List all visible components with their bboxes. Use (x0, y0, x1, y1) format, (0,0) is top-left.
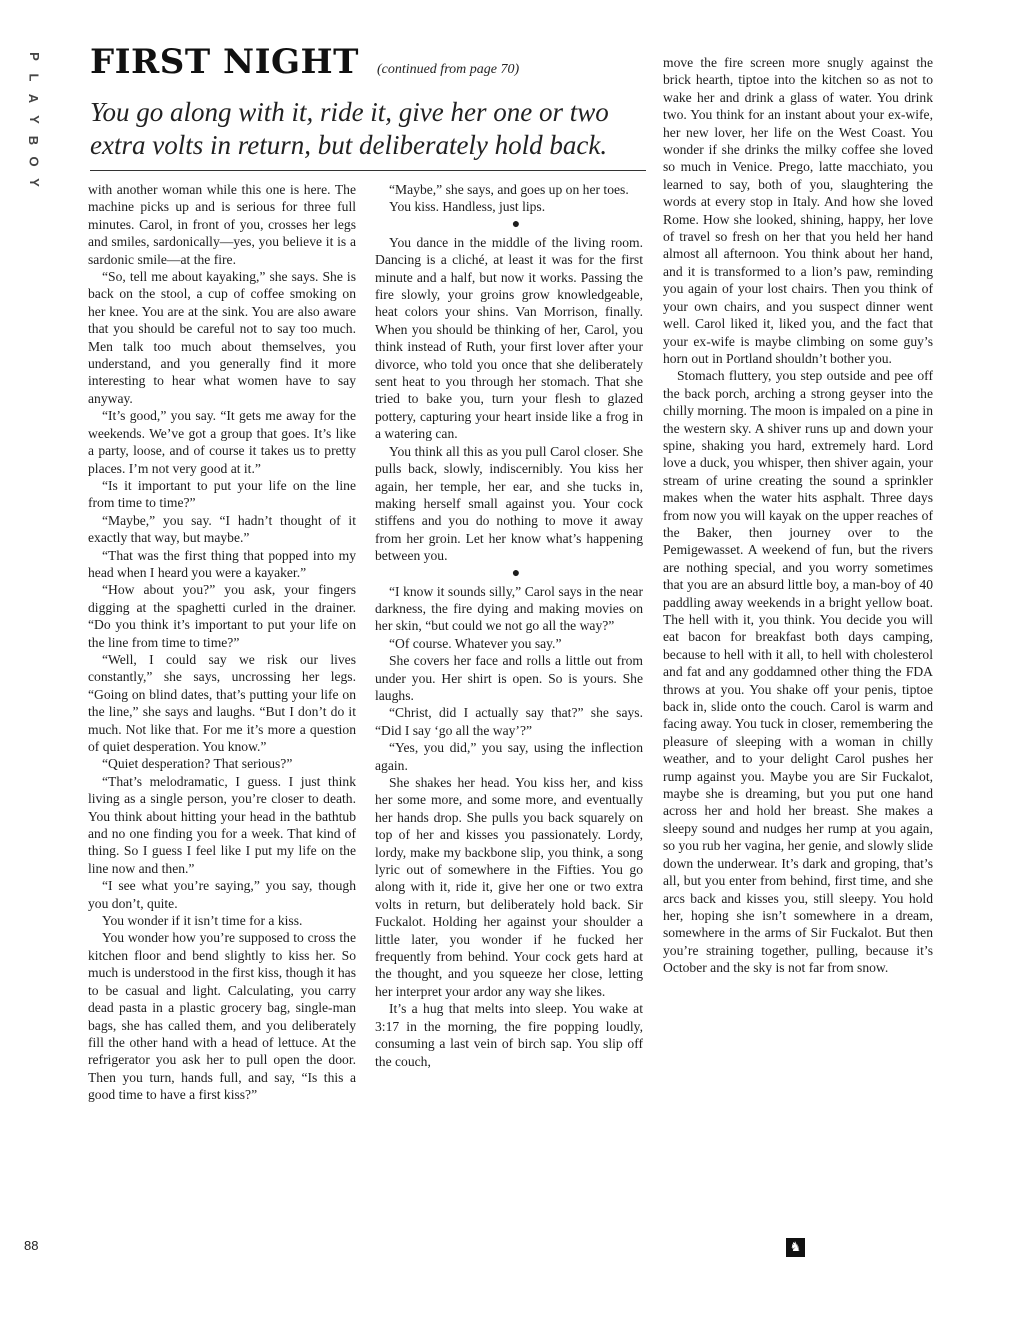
paragraph: “I see what you’re saying,” you say, though you don’t, quite. (88, 878, 356, 911)
pull-quote-divider (90, 170, 646, 171)
masthead-letter: O (26, 156, 42, 167)
magazine-masthead (24, 46, 44, 193)
paragraph: “Is it important to put your life on the line from time to time?” (88, 477, 356, 511)
article-title: FIRST NIGHT (90, 42, 359, 82)
paragraph: “Maybe,” she says, and goes up on her toes. (389, 182, 629, 197)
article-header (90, 42, 650, 82)
masthead-letter: Y (26, 178, 42, 187)
article-column-2 (375, 181, 643, 1070)
playboy-bunny-icon: ♞ (786, 1238, 805, 1257)
continued-note: (continued from page 70) (376, 62, 520, 77)
paragraph: She covers her face and rolls a little out from under you. Her shirt is open. So is yours. She laughs. (375, 653, 643, 703)
pull-quote: You go along with it, ride it, give her one or two extra volts in return, but deliberately hold back. (90, 97, 609, 160)
paragraph: “How about you?” you ask, your fingers digging at the spaghetti curled in the drainer. “Do you think it’s important to put your life on the line from time to time?” (88, 582, 356, 650)
paragraph: “It’s good,” you say. “It gets me away for the weekends. We’ve got a group that goes. It’s like a party, loose, and of course it takes us to pretty places. I’m not very good at it.” (88, 408, 356, 476)
paragraph: It’s a hug that melts into sleep. You wake at 3:17 in the morning, the fire popping loudly, consuming a last vein of birch sap. You slip off the couch, (375, 1001, 643, 1069)
paragraph: You kiss. Handless, just lips. (389, 199, 546, 215)
paragraph: Stomach fluttery, you step outside and pee off the back porch, arching a strong geyser into the chilly morning. The moon is impaled on a pine in the western sky. A shiver runs up and down your spine, shaking you hard, extremely hard. Lord love a duck, you whisper, then shiver again, your stream of urine creating the sound a sprinkler makes when the water hits asphalt. Three days from now you will kayak on the upper reaches of the Baker, then journey over to the Pemigewasset. A weekend of fun, but the rivers are nothing special, and you worry sometimes that you are an absurd little boy, a man-boy of 40 paddling away weekends in a bright yellow boat. The hell with it, you think. You decide you will eat bacon for breakfast both days camping, because to hell with it all, to hell with cholesterol and fat and any goddamned other thing the FDA throws at you. You shake off your penis, tiptoe back in, slide onto the couch. Carol is warm and facing away. You tuck in closer, remembering the pleasure of sleeping with a woman in chilly weather, and to your delight Carol pushes her rump against you. Maybe you are Sir Fuckalot, maybe she is dreaming, but you put one hand across her and hold her breast. She makes a sleepy sound and nudges her rump at you again, so you rub her vagina, her genie, and slowly slide down the underwear. It’s dark and groping, that’s all, but you enter from behind, first time, and she arcs back and kisses you, still sleepy. You hold her, hoping she isn’t somewhere in a dream, somewhere in the arms of Sir Fuckalot. But then you’re straining together, pulling, because it’s October and the sky is not far from snow. (663, 368, 933, 976)
paragraph: “Yes, you did,” you say, using the inflection again. (375, 740, 643, 773)
paragraph: “Christ, did I actually say that?” she says. “Did I say ‘go all the way’?” (375, 705, 643, 738)
paragraph: “Quiet desperation? That serious?” (102, 756, 293, 772)
masthead-letter: P (26, 52, 42, 61)
paragraph: with another woman while this one is here. The machine picks up and is serious for three full minutes. Carol, in front of you, crosses her legs and smiles, sardonically—yes, you believe it is a sardonic smile—at the fire. (88, 182, 356, 267)
section-break-bullet: ● (511, 216, 521, 232)
paragraph: “So, tell me about kayaking,” she says. She is back on the stool, a cup of coffee smoking on her knee. You are at the sink. You are also aware that you should be careful not to say too much. Men talk too much about themselves, you understand, and you generally find it more interesting to hear what women have to say anyway. (88, 269, 356, 406)
section-break-bullet: ● (511, 565, 521, 581)
paragraph: “Maybe,” you say. “I hadn’t thought of it exactly that way, but maybe.” (88, 512, 356, 546)
paragraph: “Well, I could say we risk our lives constantly,” she says, uncrossing her legs. “Going on blind dates, that’s putting your life on the line,” she says and laughs. “But I don’t do it much. Not like that. For me it’s more a question of quiet desperation. You know.” (88, 651, 356, 754)
page-number: 88 (24, 1238, 39, 1253)
article-column-3 (663, 54, 933, 977)
masthead-letter: B (26, 135, 42, 146)
paragraph: move the fire screen more snugly against the brick hearth, tiptoe into the kitchen so as not to wake her and drink a glass of water. You drink two. You think for an instant about your ex-wife, her new lover, her life on the West Coast. You wonder if she drinks the milky coffee she loved so much in Venice. Prego, latte macchiato, you learned to say, both of you, slaughtering the words at every stop in Italy. And how she loved Rome. How she looked, shining, happy, her love of travel so fresh on her that you held her hand almost all afternoon. You think about her hand, and it is transformed to a lion’s paw, reminding you again of your lost chairs. Then you think of your own chairs, and you suspect dinner went well. Carol liked it, liked you, and the fact that your ex-wife is maybe climbing on some guy’s horn out in Portland shouldn’t bother you. (663, 55, 933, 366)
paragraph: You wonder how you’re supposed to cross the kitchen floor and bend slightly to kiss her. So much is understood in the first kiss, though it has to be casual and light. Calculating, you carry dead pasta in a plastic grocery bag, single-man bags, she has called them, and you deliberately fill the other hand with a head of lettuce. At the refrigerator you ask her to pull open the door. Then you turn, hands full, and say, “Is this a good time to have a first kiss?” (88, 930, 356, 1103)
masthead-letter: A (26, 93, 42, 104)
paragraph: You wonder if it isn’t time for a kiss. (102, 913, 303, 929)
masthead-letter: Y (26, 115, 42, 124)
paragraph: She shakes her head. You kiss her, and kiss her some more, and some more, and eventually her hands drop. She pulls you back squarely on top of her and kisses you passionately. Lordy, lordy, make my backbone slip, you think, a song lyric out of somewhere in the Fifties. You go along with it, ride it, give her one or two extra volts in return, but deliberately hold back. Sir Fuckalot. Holding her against your shoulder a little later, you wonder if he fucked her frequently from behind. Your cock gets hard at the thought, and you squeeze her close, letting her interpret your ardor any way she likes. (375, 775, 643, 999)
paragraph: “That’s melodramatic, I guess. I just think living as a single person, you’re closer to death. You think about hitting your head in the bathtub and no one finding you for a week. That kind of thing. So I guess I feel like I put my life on the line now and then.” (88, 773, 356, 876)
paragraph: “Of course. Whatever you say.” (389, 635, 562, 651)
paragraph: “I know it sounds silly,” Carol says in the near darkness, the fire dying and making movies on her skin, “but could we not go all the way?” (375, 583, 643, 634)
masthead-letter: L (26, 73, 42, 82)
paragraph: You dance in the middle of the living room. Dancing is a cliché, at least it was for the first minute and a half, but now it works. Passing the fire slowly, your groins grow knowledgeable, heat colors your shins. Van Morrison, finally. When you should be thinking of her, Carol, you think instead of Ruth, your first lover after your divorce, who told you once that she deliberately sent heat to you through her stomach. That she tried to bake you, turn your flesh to glazed pottery, capturing your heart inside like a frog in a watering can. (375, 234, 643, 442)
paragraph: You think all this as you pull Carol closer. She pulls back, slowly, indiscernibly. You kiss her again, her temple, her ear, and she tucks in, making herself small against you. Your cock stiffens and you do nothing to move it away from her groin. Let her know what’s happening between you. (375, 443, 643, 564)
article-column-1 (88, 181, 356, 1104)
paragraph: “That was the first thing that popped into my head when I heard you were a kayaker.” (88, 547, 356, 580)
